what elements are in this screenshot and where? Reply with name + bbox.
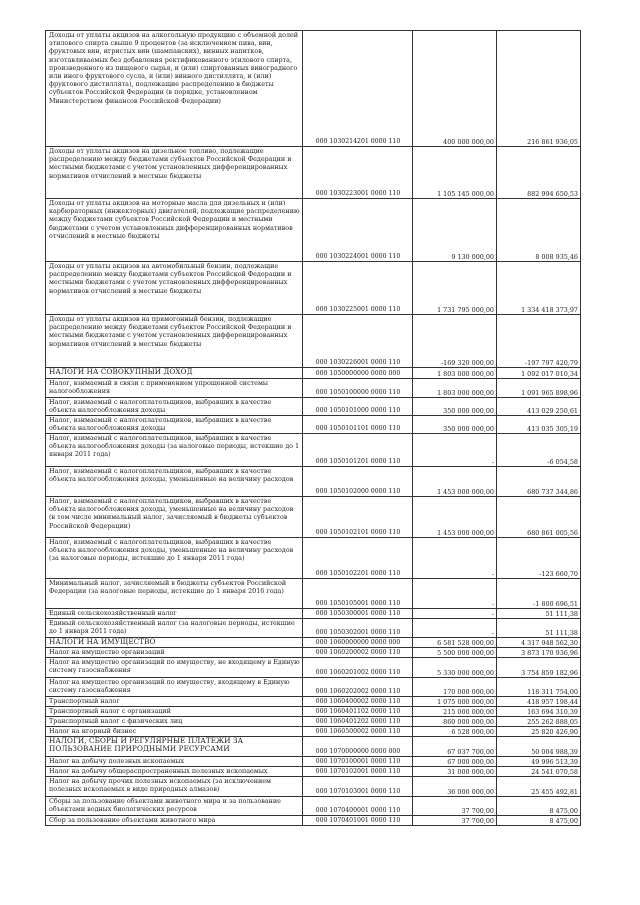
row-code-cell: 000 1050101000 0000 110 [303,398,413,416]
table-row [46,538,581,579]
row-plan-cell: 6 581 528 000,00 [413,638,497,648]
row-name-cell: Доходы от уплаты акцизов на автомобильный бензин, подлежащие распределению между бюджетами субъектов Российской Федерации и местными бюджетами с учетом установленных дифференцированных нормативов отчислений в местные бюджеты [46,262,303,315]
table-row [46,147,581,199]
row-fact-cell: 216 861 936,05 [497,31,581,147]
row-name-cell: Единый сельскохозяйственный налог (за налоговые периоды, истекшие до 1 января 2011 года) [46,619,303,638]
table-row [46,379,581,398]
row-fact-cell: 3 873 170 936,96 [497,648,581,658]
row-name-cell: НАЛОГИ НА СОВОКУПНЫЙ ДОХОД [46,368,303,379]
row-code-cell: 000 1050101101 0000 110 [303,416,413,434]
row-plan-cell: - [413,619,497,638]
row-fact-cell: 25 820 426,90 [497,727,581,737]
row-plan-cell: 5 330 000 000,00 [413,658,497,678]
row-fact-cell: 680 861 005,56 [497,497,581,538]
row-code-cell: 000 1050000000 0000 000 [303,368,413,379]
table-row [46,467,581,497]
table-row [46,727,581,737]
row-code-cell: 000 1030223001 0000 110 [303,147,413,199]
row-fact-cell: -123 660,70 [497,538,581,579]
table-row [46,816,581,826]
row-fact-cell: 255 262 888,05 [497,717,581,727]
row-name-cell: Сборы за пользование объектами животного мира и за пользование объектами водных биологических ресурсов [46,797,303,816]
row-name-cell: Транспортный налог [46,697,303,707]
table-row [46,579,581,609]
row-name-cell: Налог, взимаемый с налогоплательщиков, выбравших в качестве объекта налогообложения доходы, уменьшенные на величину расходов (за налоговые периоды, истекшие до 1 января 2011 года) [46,538,303,579]
row-plan-cell: 350 000 000,00 [413,398,497,416]
row-fact-cell: 413 029 250,61 [497,398,581,416]
row-plan-cell: - [413,538,497,579]
row-name-cell: Доходы от уплаты акцизов на прямогонный бензин, подлежащие распределению между бюджетами субъектов Российской Федерации и местными бюджетами с учетом установленных дифференцированных нормативов отчислений в местные бюджеты [46,315,303,368]
row-fact-cell: 8 008 935,46 [497,199,581,262]
revenue-report-sheet [45,30,580,826]
row-code-cell: 000 1050302001 0000 110 [303,619,413,638]
revenue-table [45,30,581,826]
row-name-cell: Транспортный налог с физических лиц [46,717,303,727]
row-plan-cell: 1 803 000 000,00 [413,379,497,398]
row-fact-cell: 51 111,38 [497,609,581,619]
table-row [46,737,581,757]
row-fact-cell: 163 694 310,39 [497,707,581,717]
table-row [46,199,581,262]
row-code-cell: 000 1050102201 0000 110 [303,538,413,579]
row-fact-cell: 50 004 988,39 [497,737,581,757]
row-name-cell: Минимальный налог, зачисляемый в бюджеты субъектов Российской Федерации (за налоговые периоды, истекшие до 1 января 2016 года) [46,579,303,609]
row-name-cell: Налог, взимаемый в связи с применением упрощенной системы налогообложения [46,379,303,398]
row-code-cell: 000 1070000000 0000 000 [303,737,413,757]
row-name-cell: Доходы от уплаты акцизов на моторные масла для дизельных и (или) карбюраторных (инжекторных) двигателей, подлежащие распределению между бюджетами субъектов Российской Федерации и местными бюджетами с учетом установленных дифференцированных нормативов отчислений в местные бюджеты [46,199,303,262]
row-name-cell: Налог, взимаемый с налогоплательщиков, выбравших в качестве объекта налогообложения доходы, уменьшенные на величину расходов (в том числе минимальный налог, зачисляемый в бюджеты субъектов Российской Федерации) [46,497,303,538]
row-plan-cell: 1 803 000 000,00 [413,368,497,379]
row-plan-cell: 1 731 795 000,00 [413,262,497,315]
row-code-cell: 000 1060401202 0000 110 [303,717,413,727]
row-plan-cell: 37 700,00 [413,797,497,816]
row-fact-cell: 4 317 948 562,30 [497,638,581,648]
row-name-cell: Налог на имущество организаций [46,648,303,658]
row-fact-cell: -197 797 420,79 [497,315,581,368]
row-fact-cell: 882 994 650,53 [497,147,581,199]
table-row [46,717,581,727]
row-plan-cell: 9 130 000,00 [413,199,497,262]
row-name-cell: Единый сельскохозяйственный налог [46,609,303,619]
row-name-cell: Сбор за пользование объектами животного мира [46,816,303,826]
table-row [46,262,581,315]
row-code-cell: 000 1060400002 0000 110 [303,697,413,707]
table-row [46,648,581,658]
row-name-cell: НАЛОГИ НА ИМУЩЕСТВО [46,638,303,648]
row-plan-cell: 1 453 000 000,00 [413,497,497,538]
row-code-cell: 000 1050102101 0000 110 [303,497,413,538]
row-fact-cell: 1 091 965 898,96 [497,379,581,398]
table-row [46,398,581,416]
row-fact-cell: 49 996 513,39 [497,757,581,767]
table-row [46,757,581,767]
row-name-cell: НАЛОГИ, СБОРЫ И РЕГУЛЯРНЫЕ ПЛАТЕЖИ ЗА ПОЛЬЗОВАНИЕ ПРИРОДНЫМИ РЕСУРСАМИ [46,737,303,757]
row-code-cell: 000 1070102001 0000 110 [303,767,413,777]
row-fact-cell: 8 475,00 [497,816,581,826]
row-plan-cell: 1 453 000 000,00 [413,467,497,497]
table-row [46,31,581,147]
table-row [46,368,581,379]
row-plan-cell: 400 000 000,00 [413,31,497,147]
row-fact-cell: 413 035 305,19 [497,416,581,434]
table-row [46,619,581,638]
table-row [46,609,581,619]
row-name-cell: Налог, взимаемый с налогоплательщиков, выбравших в качестве объекта налогообложения доходы, уменьшенные на величину расходов [46,467,303,497]
row-plan-cell: 170 000 000,00 [413,678,497,697]
row-code-cell: 000 1070100001 0000 110 [303,757,413,767]
table-row [46,434,581,467]
row-fact-cell: 1 334 418 373,97 [497,262,581,315]
table-row [46,658,581,678]
row-plan-cell: 36 000 000,00 [413,777,497,797]
row-plan-cell: 5 500 000 000,00 [413,648,497,658]
table-row [46,797,581,816]
row-plan-cell: 67 037 700,00 [413,737,497,757]
row-code-cell: 000 1060202002 0000 110 [303,678,413,697]
table-row [46,638,581,648]
row-fact-cell: 24 541 070,58 [497,767,581,777]
row-name-cell: Налог на добычу прочих полезных ископаемых (за исключением полезных ископаемых в виде природных алмазов) [46,777,303,797]
row-plan-cell: 6 528 000,00 [413,727,497,737]
revenue-table-body [46,31,581,826]
row-name-cell: Налог на добычу общераспространенных полезных ископаемых [46,767,303,777]
row-name-cell: Транспортный налог с организаций [46,707,303,717]
row-plan-cell: 67 000 000,00 [413,757,497,767]
row-fact-cell: 3 754 859 182,96 [497,658,581,678]
row-code-cell: 000 1050300001 0000 110 [303,609,413,619]
table-row [46,707,581,717]
row-fact-cell: 118 311 754,00 [497,678,581,697]
row-code-cell: 000 1060201002 0000 110 [303,658,413,678]
row-fact-cell: -1 800 696,51 [497,579,581,609]
row-plan-cell: 215 000 000,00 [413,707,497,717]
row-fact-cell: 51 111,38 [497,619,581,638]
table-row [46,678,581,697]
row-code-cell: 000 1050102000 0000 110 [303,467,413,497]
row-fact-cell: 418 957 198,44 [497,697,581,707]
row-code-cell: 000 1050105001 0000 110 [303,579,413,609]
row-plan-cell: - [413,579,497,609]
table-row [46,416,581,434]
row-name-cell: Доходы от уплаты акцизов на дизельное топливо, подлежащие распределению между бюджетами субъектов Российской Федерации и местными бюджетами с учетом установленных дифференцированных нормативов отчислений в местные бюджеты [46,147,303,199]
row-code-cell: 000 1060000000 0000 000 [303,638,413,648]
table-row [46,697,581,707]
row-name-cell: Налог на игорный бизнес [46,727,303,737]
row-code-cell: 000 1050101201 0000 110 [303,434,413,467]
row-code-cell: 000 1030225001 0000 110 [303,262,413,315]
row-code-cell: 000 1050100000 0000 110 [303,379,413,398]
row-code-cell: 000 1060200002 0000 110 [303,648,413,658]
row-fact-cell: 680 737 344,86 [497,467,581,497]
row-code-cell: 000 1030214201 0000 110 [303,31,413,147]
row-code-cell: 000 1070400001 0000 110 [303,797,413,816]
row-code-cell: 000 1070103001 0000 110 [303,777,413,797]
row-name-cell: Налог на имущество организаций по имуществу, входящему в Единую систему газоснабжения [46,678,303,697]
row-name-cell: Налог на имущество организаций по имуществу, не входящему в Единую систему газоснабжения [46,658,303,678]
row-plan-cell: 1 105 145 000,00 [413,147,497,199]
row-name-cell: Налог на добычу полезных ископаемых [46,757,303,767]
row-plan-cell: - [413,434,497,467]
row-code-cell: 000 1030224001 0000 110 [303,199,413,262]
row-name-cell: Доходы от уплаты акцизов на алкогольную продукцию с объемной долей этилового спирта свыше 9 процентов (за исключением пива, вин, фруктовых вин, игристых вин (шампанских), винных напитков, изготавливаемых без добавления ректификованного этилового спирта, произведенного из пищевого сырья, и (или) спиртованных виноградного или иного фруктового сусла, и (или) винного дистиллята, и (или) фруктового дистиллята), подлежащие распределению в бюджеты субъектов Российской Федерации (в порядке, установленном Министерством финансов Российской Федерации) [46,31,303,147]
row-code-cell: 000 1060500002 0000 110 [303,727,413,737]
row-plan-cell: 860 000 000,00 [413,717,497,727]
row-plan-cell: 350 000 000,00 [413,416,497,434]
row-fact-cell: 8 475,00 [497,797,581,816]
row-fact-cell: 1 092 017 010,34 [497,368,581,379]
row-name-cell: Налог, взимаемый с налогоплательщиков, выбравших в качестве объекта налогообложения доходы (за налоговые периоды, истекшие до 1 января 2011 года) [46,434,303,467]
row-plan-cell: 37 700,00 [413,816,497,826]
row-plan-cell: -169 320 000,00 [413,315,497,368]
table-row [46,497,581,538]
row-name-cell: Налог, взимаемый с налогоплательщиков, выбравших в качестве объекта налогообложения доходы [46,398,303,416]
row-code-cell: 000 1070401001 0000 110 [303,816,413,826]
table-row [46,315,581,368]
row-code-cell: 000 1030226001 0000 110 [303,315,413,368]
row-plan-cell: - [413,609,497,619]
row-fact-cell: -6 054,58 [497,434,581,467]
row-code-cell: 000 1060401102 0000 110 [303,707,413,717]
row-plan-cell: 1 075 000 000,00 [413,697,497,707]
table-row [46,777,581,797]
table-row [46,767,581,777]
row-fact-cell: 25 455 492,81 [497,777,581,797]
row-name-cell: Налог, взимаемый с налогоплательщиков, выбравших в качестве объекта налогообложения доходы [46,416,303,434]
row-plan-cell: 31 000 000,00 [413,767,497,777]
